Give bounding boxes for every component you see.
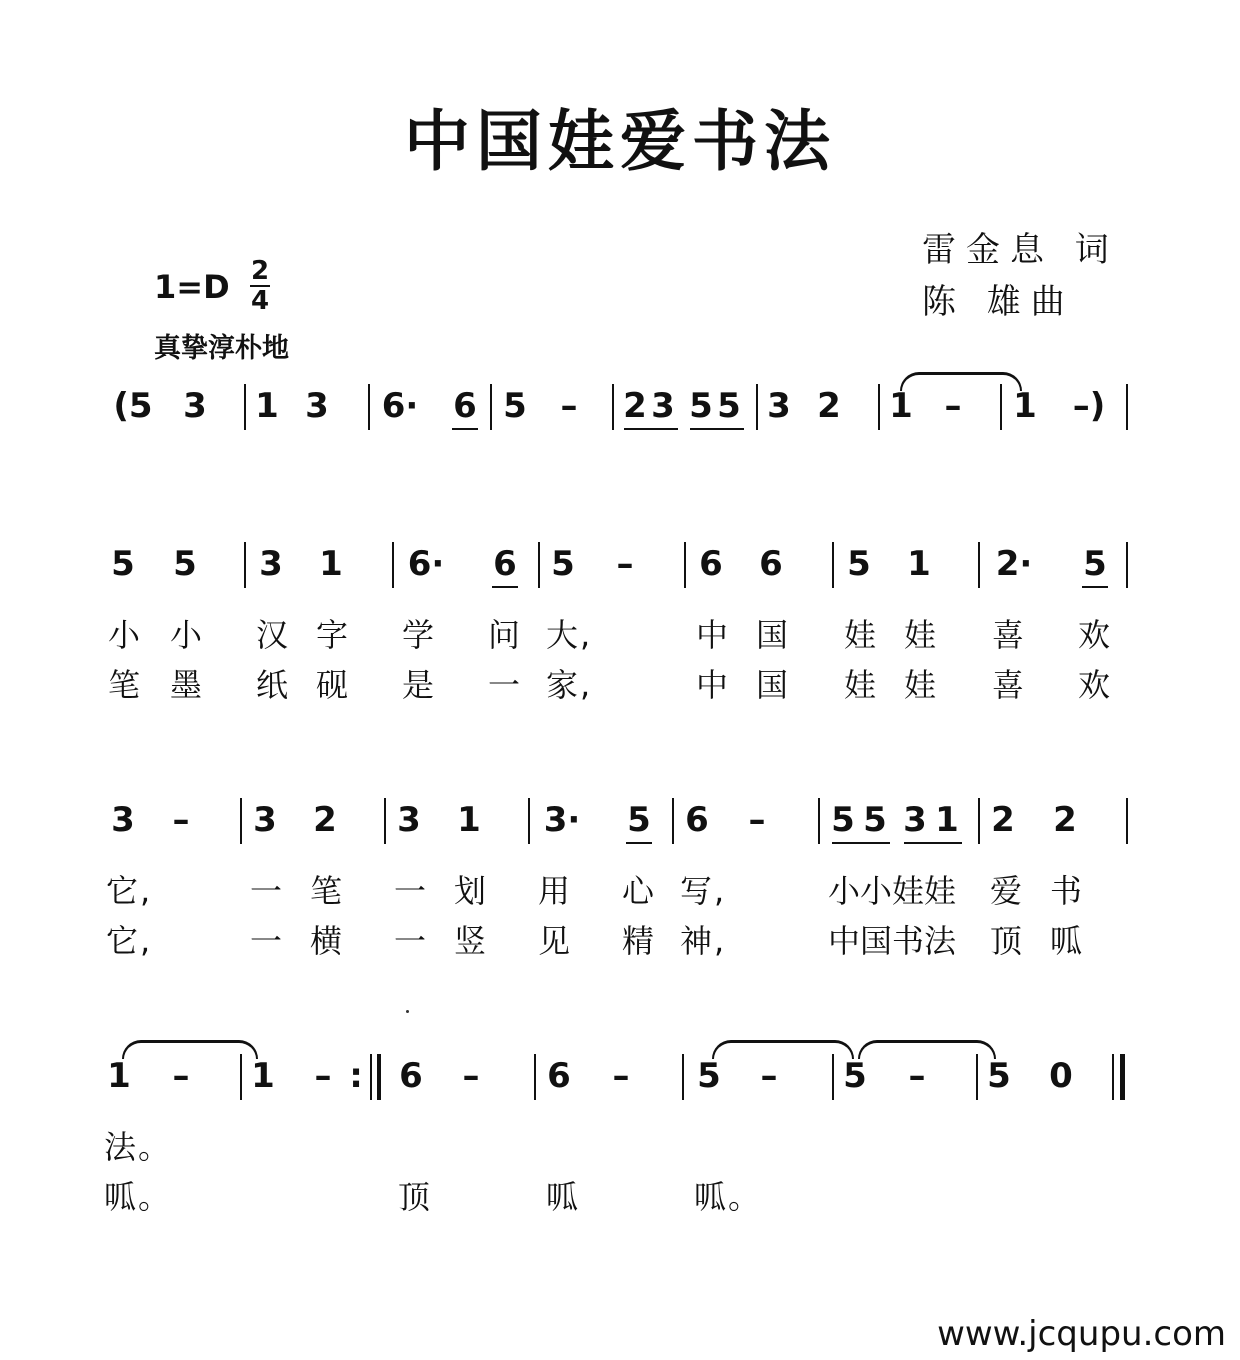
lyric: 顶: [398, 1178, 433, 1216]
note: 5: [689, 386, 713, 426]
note: 2: [1053, 800, 1077, 840]
lyric: 欢: [1078, 666, 1113, 704]
lyric: 用: [538, 872, 573, 910]
lyric: 中: [696, 666, 731, 704]
key-signature: 1=D: [154, 268, 230, 306]
note: 5: [831, 800, 855, 840]
lyric: 它,: [106, 872, 153, 910]
barline: [1126, 542, 1128, 588]
time-signature: [250, 258, 270, 314]
lyric: 中: [696, 616, 731, 654]
note: 2: [817, 386, 841, 426]
note: –): [1072, 386, 1106, 426]
lyric: 一: [250, 872, 285, 910]
lyric: 小: [108, 616, 143, 654]
lyric: 见: [538, 922, 573, 960]
barline: [240, 1054, 242, 1100]
barline: [976, 1054, 978, 1100]
note: 5: [173, 544, 197, 584]
note: 5: [847, 544, 871, 584]
lyric: 心: [622, 872, 657, 910]
note: 1: [107, 1056, 131, 1096]
lyric: 笔: [310, 872, 345, 910]
note: –: [908, 1056, 926, 1096]
note: 5: [111, 544, 135, 584]
time-signature-bottom: 4: [250, 286, 270, 316]
lyric: 精: [622, 922, 657, 960]
barline: [534, 1054, 536, 1100]
lyric: 砚: [316, 666, 351, 704]
note: 5: [717, 386, 741, 426]
barline: [244, 542, 246, 588]
lyric: 小小娃娃: [828, 872, 957, 910]
barline: [684, 542, 686, 588]
note: 1: [255, 386, 279, 426]
note: –: [314, 1056, 332, 1096]
underline: [1082, 586, 1108, 588]
note: –: [944, 386, 962, 426]
underline: [624, 428, 678, 430]
lyric: 它,: [106, 922, 153, 960]
lyric: 问: [488, 616, 523, 654]
lyric: 呱: [1050, 922, 1085, 960]
barline: [370, 1054, 372, 1100]
note: 3: [111, 800, 135, 840]
lyric: 一: [394, 872, 429, 910]
note: –: [748, 800, 766, 840]
note: 2: [623, 386, 647, 426]
lyric: 划: [454, 872, 489, 910]
repeat-dots: :: [349, 1056, 363, 1096]
lyric: 爱: [990, 872, 1025, 910]
underline: [452, 428, 478, 430]
note: 5: [697, 1056, 721, 1096]
note: 6: [759, 544, 783, 584]
lyric: 一: [488, 666, 523, 704]
note: –: [612, 1056, 630, 1096]
note: 5: [1083, 544, 1107, 584]
lyric: 神,: [680, 922, 727, 960]
note: 2: [991, 800, 1015, 840]
note: –: [560, 386, 578, 426]
note: 6: [493, 544, 517, 584]
final-barline: [1120, 1054, 1125, 1100]
note: (5: [113, 386, 153, 426]
lyric: 法。: [104, 1128, 173, 1166]
note: 5: [987, 1056, 1011, 1096]
note: 6: [699, 544, 723, 584]
note: 0: [1049, 1056, 1073, 1096]
lyric: 中国书法: [828, 922, 957, 960]
lyric: 国: [756, 616, 791, 654]
tempo-marking: 真挚淳朴地: [154, 333, 289, 364]
barline: [1112, 1054, 1114, 1100]
barline: [818, 798, 820, 844]
barline: [368, 384, 370, 430]
lyric: 娃: [844, 616, 879, 654]
lyric: 顶: [990, 922, 1025, 960]
lyric: 娃: [904, 616, 939, 654]
note: 5: [503, 386, 527, 426]
barline: [490, 384, 492, 430]
note: 2·: [995, 544, 1033, 584]
lyric: 欢: [1078, 616, 1113, 654]
note: 1: [935, 800, 959, 840]
note: 1: [1013, 386, 1037, 426]
note: 2: [313, 800, 337, 840]
underline: [690, 428, 744, 430]
note: –: [760, 1056, 778, 1096]
note: 3: [259, 544, 283, 584]
lyric: 书: [1050, 872, 1085, 910]
note: 1: [457, 800, 481, 840]
stray-dot: [406, 1010, 409, 1013]
note: 1: [889, 386, 913, 426]
barline: [384, 798, 386, 844]
note: 6: [399, 1056, 423, 1096]
barline: [878, 384, 880, 430]
note: –: [616, 544, 634, 584]
note: 6·: [407, 544, 445, 584]
note: –: [462, 1056, 480, 1096]
composer-credit: 陈 雄曲: [922, 282, 1075, 322]
lyric: 写,: [680, 872, 727, 910]
barline: [244, 384, 246, 430]
barline: [528, 798, 530, 844]
barline: [978, 542, 980, 588]
underline: [832, 842, 890, 844]
note: 3: [305, 386, 329, 426]
lyric: 呱: [546, 1178, 581, 1216]
watermark-url: www.jcqupu.com: [937, 1314, 1226, 1354]
barline: [240, 798, 242, 844]
barline: [832, 542, 834, 588]
barline: [832, 1054, 834, 1100]
lyric: 家,: [546, 666, 593, 704]
note: 3·: [543, 800, 581, 840]
song-title: 中国娃爱书法: [404, 102, 836, 180]
note: 6: [453, 386, 477, 426]
lyric: 竖: [454, 922, 489, 960]
barline: [1126, 384, 1128, 430]
lyric: 呱。: [104, 1178, 173, 1216]
lyric: 娃: [844, 666, 879, 704]
note: 3: [183, 386, 207, 426]
note: 6: [685, 800, 709, 840]
note: 5: [843, 1056, 867, 1096]
barline: [1126, 798, 1128, 844]
lyric: 纸: [256, 666, 291, 704]
repeat-barline: [377, 1054, 381, 1100]
lyric: 墨: [170, 666, 205, 704]
barline: [1000, 384, 1002, 430]
lyric: 学: [402, 616, 437, 654]
lyric: 喜: [992, 666, 1027, 704]
barline: [392, 542, 394, 588]
note: 1: [319, 544, 343, 584]
lyric: 喜: [992, 616, 1027, 654]
note: 6·: [381, 386, 419, 426]
barline: [672, 798, 674, 844]
barline: [756, 384, 758, 430]
lyric: 一: [394, 922, 429, 960]
underline: [492, 586, 518, 588]
lyric: 笔: [108, 666, 143, 704]
underline: [904, 842, 962, 844]
note: 1: [251, 1056, 275, 1096]
note: 5: [627, 800, 651, 840]
note: –: [172, 1056, 190, 1096]
lyric: 汉: [256, 616, 291, 654]
note: 6: [547, 1056, 571, 1096]
lyric: 一: [250, 922, 285, 960]
note: 5: [863, 800, 887, 840]
barline: [978, 798, 980, 844]
lyric: 是: [402, 666, 437, 704]
lyric: 娃: [904, 666, 939, 704]
lyricist-credit: 雷金息 词: [922, 230, 1119, 270]
lyric: 大,: [546, 616, 593, 654]
note: 3: [253, 800, 277, 840]
lyric: 横: [310, 922, 345, 960]
note: 3: [651, 386, 675, 426]
note: 3: [767, 386, 791, 426]
note: 3: [397, 800, 421, 840]
note: 3: [903, 800, 927, 840]
time-signature-top: 2: [250, 256, 270, 286]
lyric: 呱。: [694, 1178, 763, 1216]
barline: [682, 1054, 684, 1100]
underline: [626, 842, 652, 844]
note: –: [172, 800, 190, 840]
lyric: 字: [316, 616, 351, 654]
note: 5: [551, 544, 575, 584]
barline: [612, 384, 614, 430]
lyric: 小: [170, 616, 205, 654]
lyric: 国: [756, 666, 791, 704]
barline: [538, 542, 540, 588]
note: 1: [907, 544, 931, 584]
